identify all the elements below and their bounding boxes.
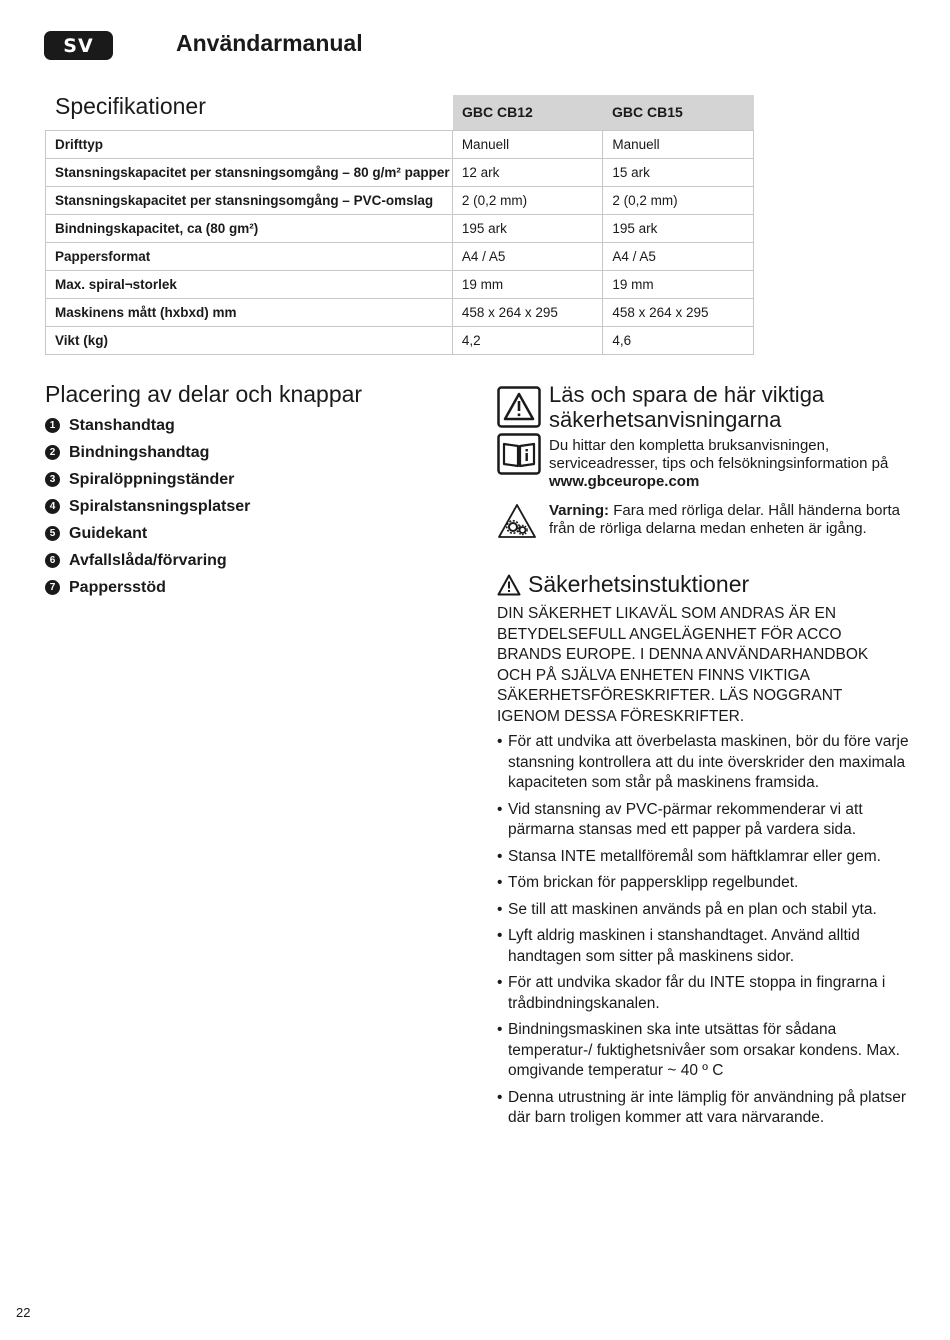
cell-cb12: 12 ark	[452, 159, 603, 187]
table-row	[46, 243, 754, 271]
list-item	[45, 574, 250, 601]
cell-cb12: 19 mm	[452, 271, 603, 299]
number-badge: 3	[45, 472, 60, 487]
parts-list	[45, 412, 250, 601]
list-item	[45, 439, 250, 466]
row-label: Pappersformat	[46, 243, 453, 271]
row-label: Maskinens mått (hxbxd) mm	[46, 299, 453, 327]
list-item	[45, 412, 250, 439]
warning-triangle-icon	[497, 574, 521, 596]
number-badge: 2	[45, 445, 60, 460]
number-badge: 1	[45, 418, 60, 433]
read-safety-text	[549, 437, 919, 491]
table-row	[46, 271, 754, 299]
list-item: • Stansa INTE metallföremål som häftklamrar eller gem.	[497, 847, 917, 868]
list-item: • För att undvika skador får du INTE stoppa in fingrarna i trådbindningskanalen.	[497, 973, 917, 1014]
safety-list	[497, 732, 917, 1135]
cell-cb12: 195 ark	[452, 215, 603, 243]
specs-title: Specifikationer	[55, 93, 206, 119]
list-item: • Vid stansning av PVC-pärmar rekommenderar vi att pärmarna stansas med ett papper på vardera sida.	[497, 800, 917, 841]
part-label: Avfallslåda/förvaring	[69, 551, 227, 569]
row-label: Vikt (kg)	[46, 327, 453, 355]
cell-cb15: 195 ark	[603, 215, 754, 243]
safety-title: Säkerhetsinstuktioner	[528, 571, 750, 597]
table-row	[46, 131, 754, 159]
number-badge: 4	[45, 499, 60, 514]
warning-box-icon	[497, 386, 541, 428]
table-row	[46, 327, 754, 355]
language-code: SV	[63, 34, 94, 57]
specs-table	[45, 130, 754, 355]
part-label: Bindningshandtag	[69, 443, 210, 461]
specs-column-header	[453, 95, 754, 130]
list-item: • Lyft aldrig maskinen i stanshandtaget. Använd alltid handtagen som sitter på maskinens sidor.	[497, 926, 917, 967]
cell-cb15: Manuell	[603, 131, 754, 159]
read-safety-body: Du hittar den kompletta bruksanvisningen, serviceadresser, tips och felsökningsinformation på	[549, 437, 889, 472]
table-row	[46, 299, 754, 327]
cell-cb12: 4,2	[452, 327, 603, 355]
table-row	[46, 187, 754, 215]
part-label: Guidekant	[69, 524, 148, 542]
list-item: • För att undvika att överbelasta maskinen, bör du före varje stansning kontrollera att du inte överskrider den maximala kapaciteten som står på maskinens framsida.	[497, 732, 917, 794]
cell-cb15: 2 (0,2 mm)	[603, 187, 754, 215]
cell-cb12: A4 / A5	[452, 243, 603, 271]
cell-cb15: 4,6	[603, 327, 754, 355]
cell-cb12: 2 (0,2 mm)	[452, 187, 603, 215]
safety-header	[497, 571, 749, 598]
row-label: Stansningskapacitet per stansningsomgång – 80 g/m² papper	[46, 159, 453, 187]
list-item	[45, 547, 250, 574]
warning-body: Fara med rörliga delar. Håll händerna borta från de rörliga delarna medan enheten är igång.	[549, 502, 901, 537]
column-header-cb15: GBC CB15	[612, 104, 683, 120]
cell-cb12: 458 x 264 x 295	[452, 299, 603, 327]
list-item	[45, 466, 250, 493]
part-label: Spiralöppningständer	[69, 470, 235, 488]
column-header-cb12: GBC CB12	[462, 104, 533, 120]
manual-book-icon	[497, 433, 541, 475]
cell-cb15: 458 x 264 x 295	[603, 299, 754, 327]
list-item	[45, 493, 250, 520]
cell-cb15: 19 mm	[603, 271, 754, 299]
website-link[interactable]: www.gbceurope.com	[549, 473, 700, 490]
number-badge: 7	[45, 580, 60, 595]
document-title: Användarmanual	[176, 30, 363, 56]
warning-text	[549, 502, 929, 538]
part-label: Stanshandtag	[69, 416, 175, 434]
row-label: Drifttyp	[46, 131, 453, 159]
parts-title: Placering av delar och knappar	[45, 381, 363, 407]
part-label: Spiralstansningsplatser	[69, 497, 251, 515]
warning-label: Varning:	[549, 502, 610, 519]
row-label: Bindningskapacitet, ca (80 gm²)	[46, 215, 453, 243]
cell-cb15: 15 ark	[603, 159, 754, 187]
part-label: Pappersstöd	[69, 578, 166, 596]
list-item: • Bindningsmaskinen ska inte utsättas för sådana temperatur-/ fuktighetsnivåer som orsakar kondens. Max. omgivande temperatur ~ 40 º C	[497, 1020, 917, 1082]
list-item	[45, 520, 250, 547]
cell-cb12: Manuell	[452, 131, 603, 159]
list-item: • Se till att maskinen används på en plan och stabil yta.	[497, 900, 917, 921]
row-label: Stansningskapacitet per stansningsomgång – PVC-omslag	[46, 187, 453, 215]
row-label: Max. spiral¬storlek	[46, 271, 453, 299]
table-row	[46, 215, 754, 243]
read-safety-title-line1: Läs och spara de här viktiga	[549, 382, 825, 407]
read-safety-title	[549, 382, 909, 432]
read-safety-title-line2: säkerhetsanvisningarna	[549, 407, 782, 432]
cell-cb15: A4 / A5	[603, 243, 754, 271]
safety-intro: DIN SÄKERHET LIKAVÄL SOM ANDRAS ÄR EN BETYDELSEFULL ANGELÄGENHET FÖR ACCO BRANDS EUROPE. I DENNA ANVÄNDARHANDBOK OCH PÅ SJÄLVA ENHETEN FINNS VIKTIGA SÄKERHETSFÖRESKRIFTER. LÄS NOGGRANT IGENOM DESSA FÖRESKRIFTER.	[497, 605, 869, 725]
list-item: • Töm brickan för pappersklipp regelbundet.	[497, 873, 917, 894]
number-badge: 6	[45, 553, 60, 568]
list-item: • Denna utrustning är inte lämplig för användning på platser där barn troligen kommer att vara närvarande.	[497, 1088, 917, 1129]
language-badge	[44, 31, 113, 60]
page-number: 22	[16, 1305, 31, 1320]
table-row	[46, 159, 754, 187]
moving-parts-warning-icon	[497, 503, 537, 539]
number-badge: 5	[45, 526, 60, 541]
